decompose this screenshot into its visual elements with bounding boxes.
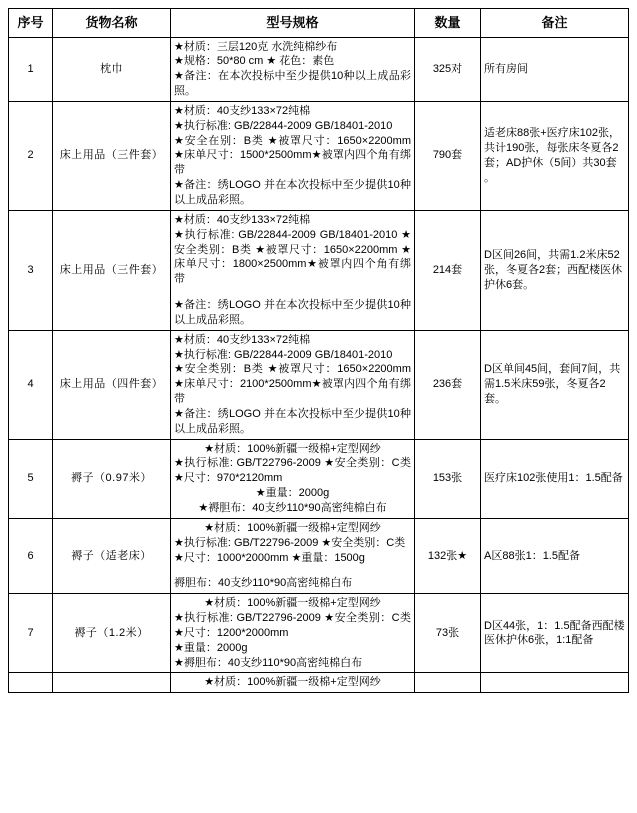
cell-specification — [171, 594, 415, 673]
spec-line: ★备注：绣LOGO 并在本次投标中至少提供10种以上成品彩照。 — [174, 179, 411, 206]
cell-specification — [171, 37, 415, 101]
spec-line: ★材质：100%新疆一级棉+定型网纱 — [204, 597, 381, 610]
spec-line: ★备注：绣LOGO 并在本次投标中至少提供10种以上成品彩照。 — [174, 299, 411, 326]
cell-goods-name: 床上用品（三件套） — [53, 210, 171, 330]
cell-specification — [171, 673, 415, 693]
cell-goods-name: 褥子（适老床） — [53, 518, 171, 593]
cell-note: A区88张1：1.5配备 — [481, 518, 629, 593]
cell-specification — [171, 101, 415, 210]
spec-line: ★材质：100%新疆一级棉+定型网纱 — [204, 521, 381, 534]
cell-index: 4 — [9, 330, 53, 439]
spec-line: ★尺寸：1000*2000mm ★重量：1500g — [174, 551, 365, 564]
spec-line: ★材质：40支纱133×72纯棉 — [174, 104, 311, 117]
spec-line: ★褥胆布：40支纱110*90高密纯棉白布 — [174, 656, 363, 669]
spec-line: 褥胆布：40支纱110*90高密纯棉白布 — [174, 577, 353, 590]
column-header-qty: 数量 — [415, 9, 481, 38]
spec-line: ★规格：50*80 cm ★ 花色：素色 — [174, 55, 335, 68]
cell-goods-name: 褥子（0.97米） — [53, 439, 171, 518]
spec-line: ★备注：绣LOGO 并在本次投标中至少提供10种以上成品彩照。 — [174, 407, 411, 435]
cell-specification — [171, 518, 415, 593]
cell-goods-name — [53, 673, 171, 693]
spec-line: ★褥胆布：40支纱110*90高密纯棉白布 — [198, 502, 387, 515]
cell-index: 6 — [9, 518, 53, 593]
cell-index: 2 — [9, 101, 53, 210]
cell-index: 3 — [9, 210, 53, 330]
table-row — [9, 518, 629, 593]
spec-line: ★材质：40支纱133×72纯棉 — [174, 213, 311, 226]
table-row — [9, 330, 629, 439]
spec-line: ★材质：100%新疆一级棉+定型网纱 — [204, 442, 381, 455]
table-header-row — [9, 9, 629, 38]
cell-specification — [171, 330, 415, 439]
spec-line: ★执行标准: GB/T22796-2009 ★安全类别：C类 ★尺寸：970*2120mm — [174, 457, 411, 485]
cell-quantity: 325对 — [415, 37, 481, 101]
table-row — [9, 101, 629, 210]
column-header-note: 备注 — [481, 9, 629, 38]
spec-line: ★材质：100%新疆一级棉+定型网纱 — [204, 676, 381, 689]
table-row — [9, 594, 629, 673]
spec-line: ★执行标准: GB/T22796-2009 ★安全类别：C类 — [174, 536, 406, 549]
spec-blank-line — [174, 565, 411, 576]
cell-index: 1 — [9, 37, 53, 101]
table-body — [9, 37, 629, 693]
spec-blank-line — [174, 287, 411, 298]
spec-line: ★执行标准: GB/22844-2009 GB/18401-2010 — [174, 119, 393, 132]
cell-quantity: 790套 — [415, 101, 481, 210]
cell-quantity — [415, 673, 481, 693]
spec-line: ★安全类别：B类 ★被罩尺寸：1650×2200mm ★床单尺寸：2100*2500mm★被罩内四个角有绑带 — [174, 363, 411, 406]
cell-note: D区单间45间，套间7间，共需1.5米床59张，冬夏各2套。 — [481, 330, 629, 439]
cell-note: D区44张，1：1.5配备西配楼医休护休6张，1:1配备 — [481, 594, 629, 673]
cell-index: 7 — [9, 594, 53, 673]
cell-quantity: 236套 — [415, 330, 481, 439]
cell-note: 医疗床102张使用1：1.5配备 — [481, 439, 629, 518]
column-header-spec: 型号规格 — [171, 9, 415, 38]
spec-line: ★材质：40支纱133×72纯棉 — [174, 333, 311, 346]
spec-line: ★执行标准: GB/22844-2009 GB/18401-2010 ★安全类别：B类 ★被罩尺寸：1650×2200mm ★床单尺寸：1800×2500mm★被罩内四个角有绑带 — [174, 228, 411, 286]
column-header-name: 货物名称 — [53, 9, 171, 38]
table-header — [9, 9, 629, 38]
table-row-clipped — [9, 673, 629, 693]
spec-line: ★执行标准: GB/T22796-2009 ★安全类别：C类 ★尺寸：1200*2000mm — [174, 612, 411, 639]
spec-line: ★执行标准: GB/22844-2009 GB/18401-2010 — [174, 348, 393, 361]
spec-line: ★重量：2000g — [255, 487, 330, 500]
cell-index — [9, 673, 53, 693]
goods-specification-table — [8, 8, 629, 693]
table-row — [9, 37, 629, 101]
cell-specification — [171, 210, 415, 330]
spec-line: ★重量：2000g — [174, 641, 248, 654]
cell-quantity: 214套 — [415, 210, 481, 330]
column-header-index: 序号 — [9, 9, 53, 38]
cell-quantity: 73张 — [415, 594, 481, 673]
cell-goods-name: 床上用品（三件套） — [53, 101, 171, 210]
cell-note: 所有房间 — [481, 37, 629, 101]
spec-line: ★备注：在本次投标中至少提供10种以上成品彩照。 — [174, 70, 411, 98]
cell-quantity: 153张 — [415, 439, 481, 518]
cell-note — [481, 673, 629, 693]
table-row — [9, 210, 629, 330]
cell-quantity: 132张★ — [415, 518, 481, 593]
cell-specification — [171, 439, 415, 518]
cell-goods-name: 枕巾 — [53, 37, 171, 101]
cell-index: 5 — [9, 439, 53, 518]
table-row — [9, 439, 629, 518]
cell-note: 适老床88张+医疗床102张，共计190张，每张床冬夏各2套；AD护休（5间）共30套 。 — [481, 101, 629, 210]
cell-note: D区间26间，共需1.2米床52张，冬夏各2套；西配楼医休护休6套。 — [481, 210, 629, 330]
spec-line: ★材质：三层120克 水洗纯棉纱布 — [174, 40, 338, 53]
cell-goods-name: 床上用品（四件套） — [53, 330, 171, 439]
cell-goods-name: 褥子（1.2米） — [53, 594, 171, 673]
spec-line: ★安全在别：B类 ★被罩尺寸：1650×2200mm ★床单尺寸：1500*2500mm★被罩内四个角有绑带 — [174, 134, 411, 177]
